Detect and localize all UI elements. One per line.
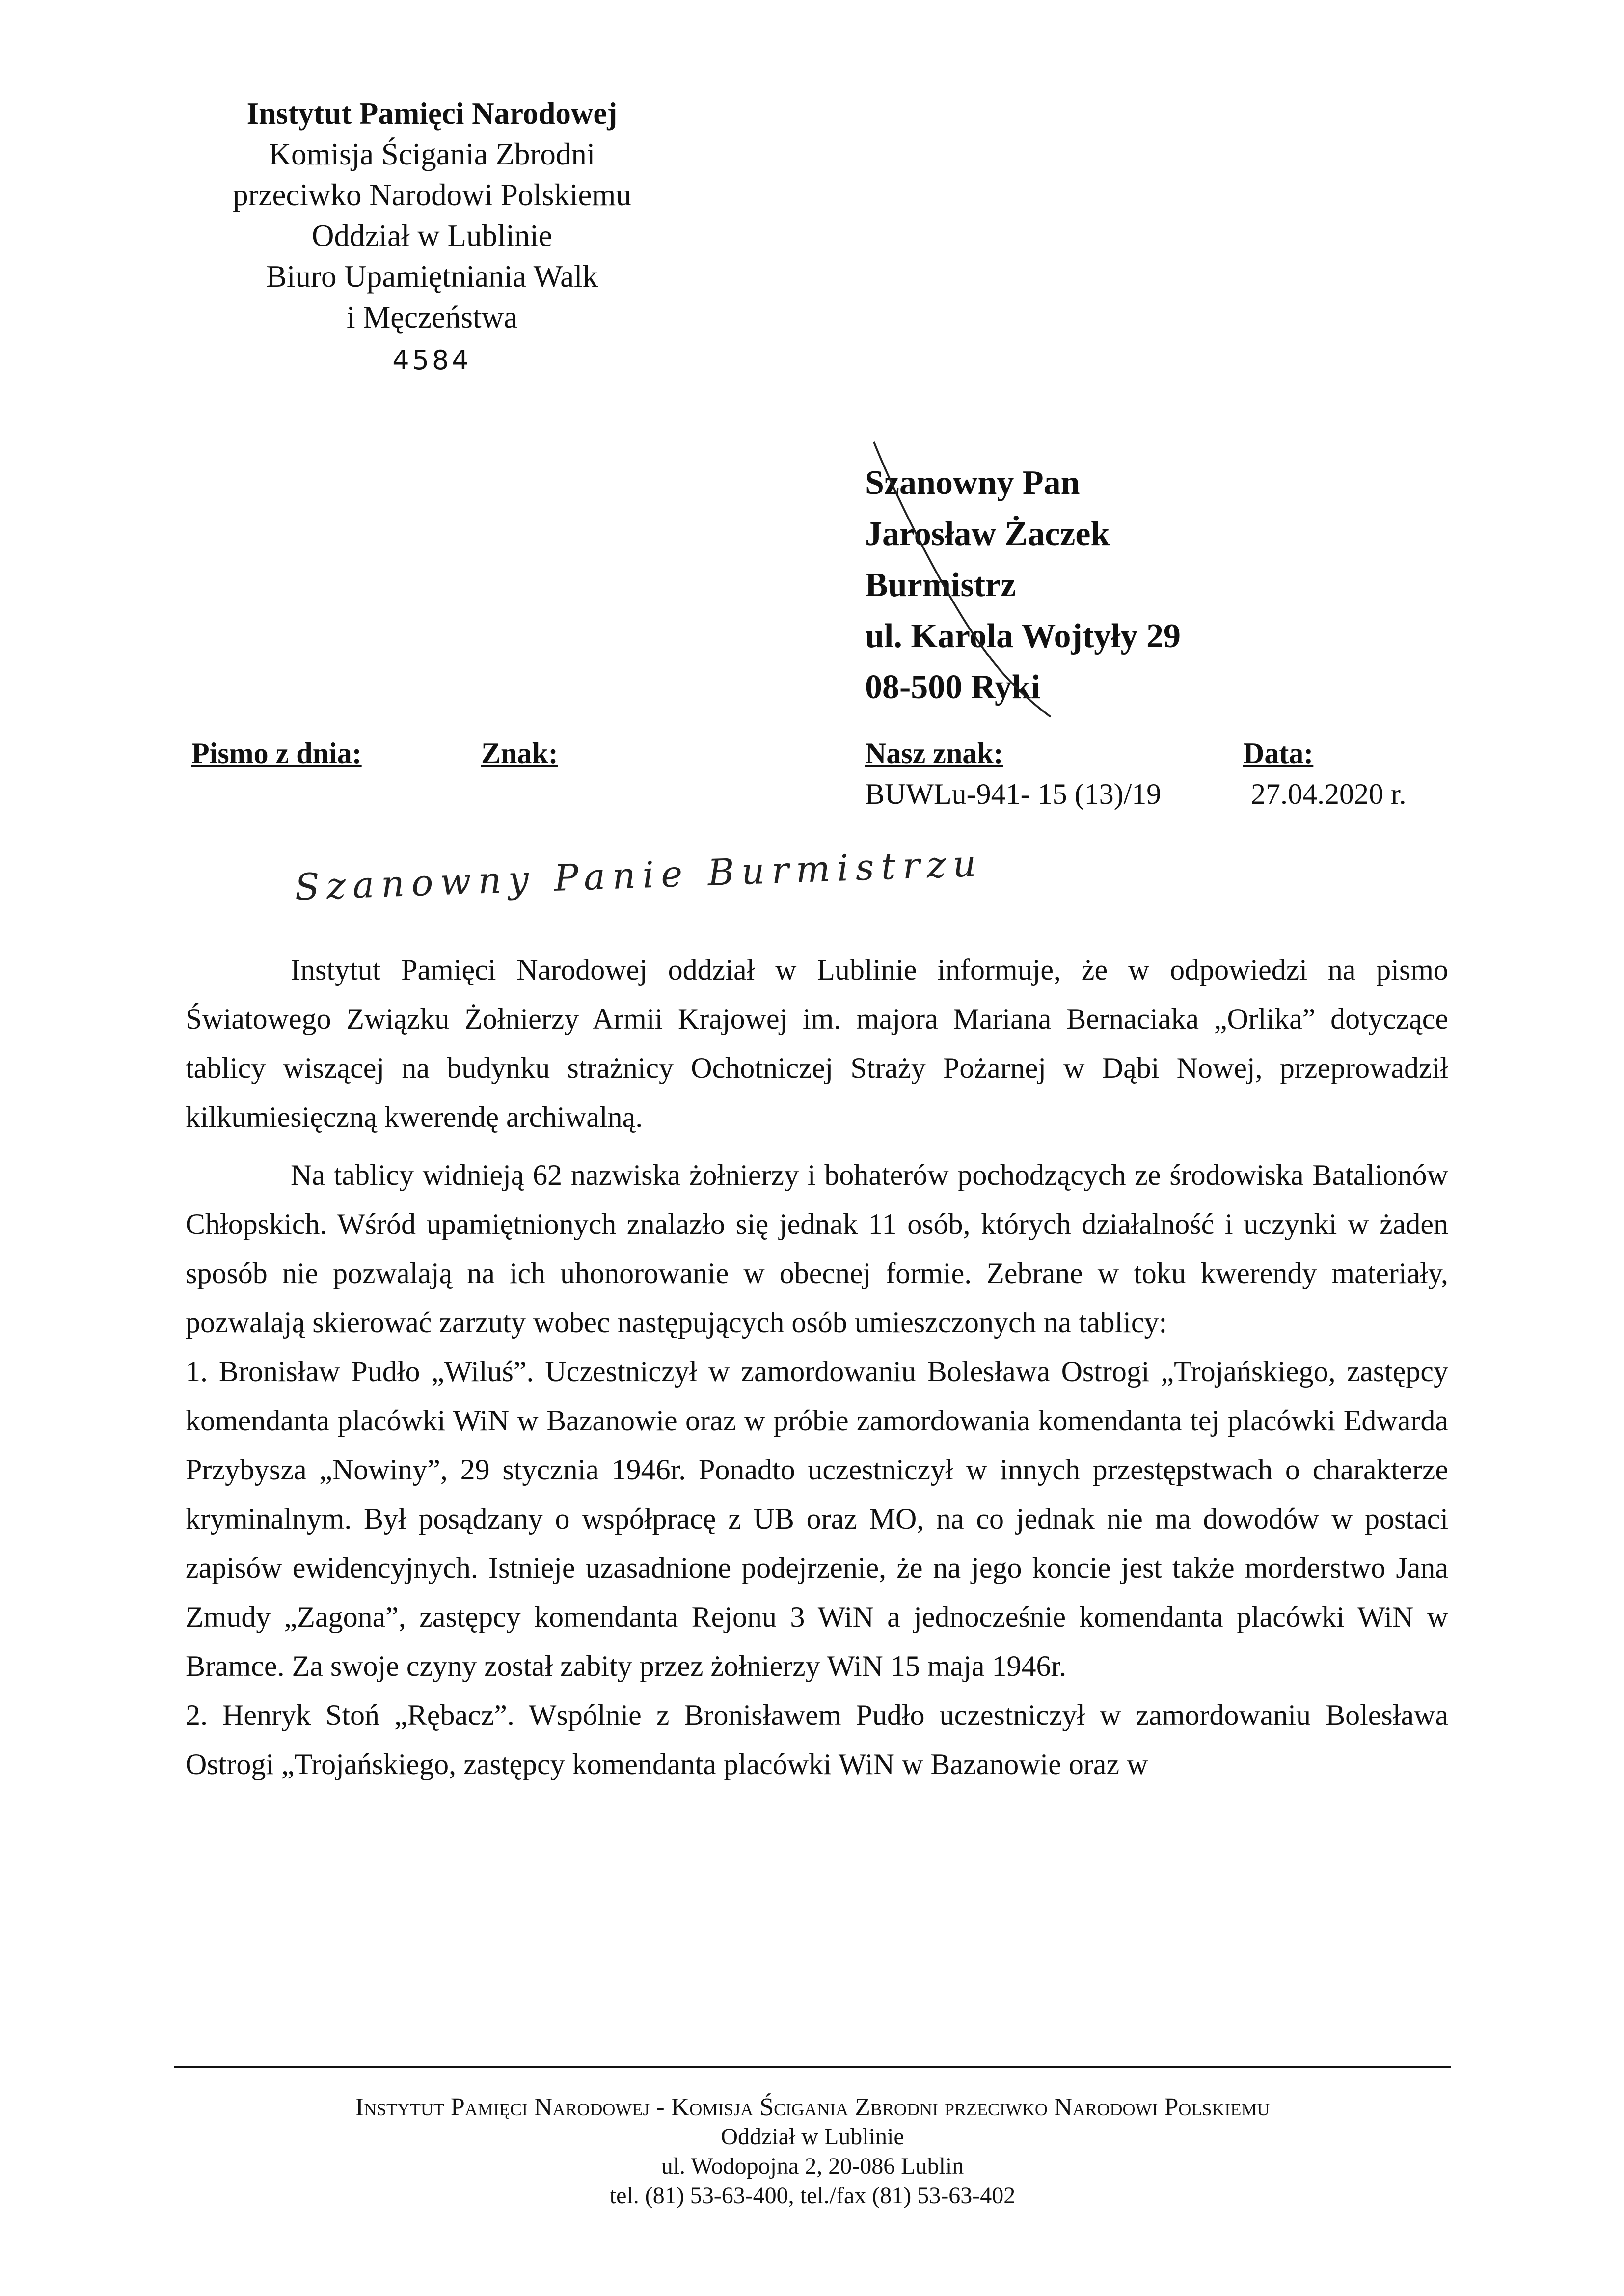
body-paragraph-2: Na tablicy widnieją 62 nazwiska żołnierzy i bohaterów pochodzących ze środowiska Batalionów Chłopskich. Wśród upamiętnionych znalazło się jednak 11 osób, których działalność i uczynki w żaden sposób nie pozwalają na ich uhonorowanie w obecnej formie. Zebrane w toku kwerendy materiały, pozwalają skierować zarzuty wobec następujących osób umieszczonych na tablicy: [186,1159,1448,1339]
recipient-title: Burmistrz [865,566,1016,604]
footer-address: ul. Wodopojna 2, 20-086 Lublin [661,2153,964,2179]
sender-commission-cont: przeciwko Narodowi Polskiemu [233,178,631,212]
ref-znak-label: Znak: [481,737,558,769]
recipient-salutation: Szanowny Pan [865,464,1080,502]
handwritten-reg-number: 4584 [392,345,472,376]
footer [174,2093,1451,2211]
ref-pismo-label: Pismo z dnia: [191,737,362,769]
sender-office: Biuro Upamiętniania Walk [266,259,598,294]
ref-nasz-znak-label: Nasz znak: [865,737,1003,769]
recipient-street: ul. Karola Wojtyły 29 [865,617,1181,655]
footer-divider [174,2066,1451,2068]
body-list-item-1: 1. Bronisław Pudło „Wiluś”. Uczestniczył w zamordowaniu Bolesława Ostrogi „Trojańskiego, zastępcy komendanta placówki WiN w Bazanowie oraz w próbie zamordowania komendanta tej placówki Edwarda Przybysza „Nowiny”, 29 stycznia 1946r. Ponadto uczestniczył w innych przestępstwach o charakterze kryminalnym. Był posądzany o współpracę z UB oraz MO, na co jednak nie ma dowodów w postaci zapisów ewidencyjnych. Istnieje uzasadnione podejrzenie, że na jego koncie jest także morderstwo Jana Zmudy „Zagona”, zastępcy komendanta Rejonu 3 WiN a jednocześnie komendanta placówki WiN w Bramce. Za swoje czyny został zabity przez żołnierzy WiN 15 maja 1946r. [186,1355,1448,1682]
recipient-city: 08-500 Ryki [865,668,1041,706]
body-list-item-2: 2. Henryk Stoń „Rębacz”. Wspólnie z Bronisławem Pudło uczestniczył w zamordowaniu Bolesława Ostrogi „Trojańskiego, zastępcy komendanta placówki WiN w Bazanowie oraz w [186,1699,1448,1780]
handwritten-stroke [864,432,1070,727]
sender-branch: Oddział w Lublinie [312,219,552,253]
ref-data-label: Data: [1243,737,1314,769]
sender-institution: Instytut Pamięci Narodowej [246,96,618,131]
recipient-name: Jarosław Żaczek [865,515,1110,553]
body-paragraph-1: Instytut Pamięci Narodowej oddział w Lublinie informuje, że w odpowiedzi na pismo Światowego Związku Żołnierzy Armii Krajowej im. majora Mariana Bernaciaka „Orlika” dotyczące tablicy wiszącej na budynku strażnicy Ochotniczej Straży Pożarnej w Dąbi Nowej, przeprowadził kilkumiesięczną kwerendę archiwalną. [186,954,1448,1133]
sender-block [187,93,677,381]
footer-institution: Instytut Pamięci Narodowej - Komisja Ścigania Zbrodni przeciwko Narodowi Polskiemu [355,2093,1270,2121]
ref-data-value: 27.04.2020 r. [1251,778,1407,810]
sender-commission: Komisja Ścigania Zbrodni [269,137,595,171]
footer-branch: Oddział w Lublinie [721,2124,904,2150]
letter-body [186,945,1448,1789]
footer-phone: tel. (81) 53-63-400, tel./fax (81) 53-63-402 [609,2183,1016,2209]
ref-nasz-znak-value: BUWLu-941- 15 (13)/19 [865,778,1162,810]
sender-office-cont: i Męczeństwa [346,300,518,334]
handwritten-salutation: Szanowny Panie Burmistrzu [294,842,984,909]
